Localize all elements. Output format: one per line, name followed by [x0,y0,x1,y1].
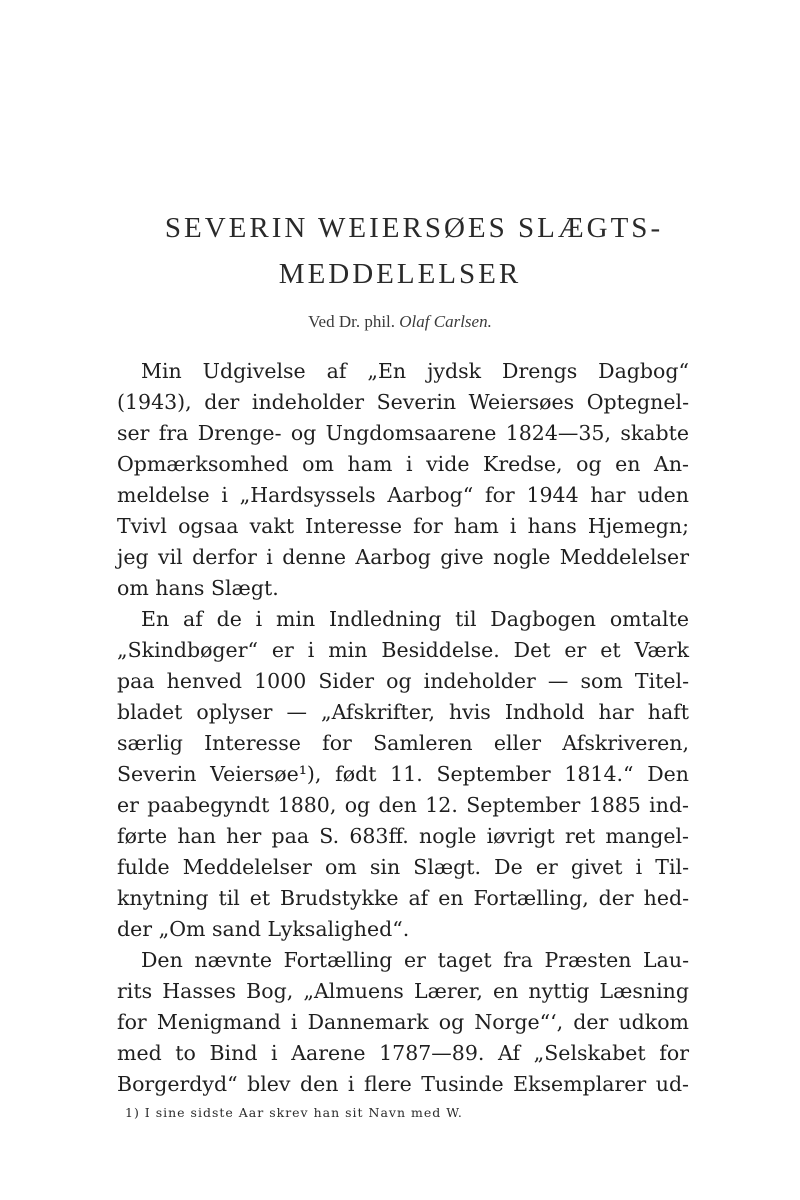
title-line-2: MEDDELELSER [278,258,522,290]
body-line: Min Udgivelse af „En jydsk Drengs Dagbog“ [141,359,689,383]
footnote: 1) I sine sidste Aar skrev han sit Navn med W. [125,1105,463,1120]
body-line: „Skindbøger“ er i min Besiddelse. Det er et Værk [117,638,689,662]
byline-author: Olaf Carlsen. [399,312,492,331]
body-line: Den nævnte Fortælling er taget fra Præsten Lau- [141,948,689,972]
body-line: med to Bind i Aarene 1787—89. Af „Selskabet for [117,1041,689,1065]
title-line-1: SEVERIN WEIERSØES SLÆGTS- [164,212,664,244]
body-line: særlig Interesse for Samleren eller Afskriveren, [117,731,689,755]
body-line: knytning til et Brudstykke af en Fortælling, der hed- [117,886,689,910]
body-line: ser fra Drenge- og Ungdomsaarene 1824—35, skabte [117,421,689,445]
body-line: En af de i min Indledning til Dagbogen omtalte [141,607,689,631]
body-line: er paabegyndt 1880, og den 12. September 1885 ind- [117,793,689,817]
body-line: Borgerdyd“ blev den i flere Tusinde Eksemplarer ud- [117,1072,689,1096]
article-title [0,205,800,297]
body-text [117,356,689,1100]
body-line: Severin Veiersøe¹), født 11. September 1814.“ Den [117,762,689,786]
body-line: fulde Meddelelser om sin Slægt. De er givet i Til- [117,855,689,879]
body-line: førte han her paa S. 683ff. nogle iøvrigt ret mangel- [117,824,689,848]
body-line: meldelse i „Hardsyssels Aarbog“ for 1944 har uden [117,483,689,507]
body-line: Tvivl ogsaa vakt Interesse for ham i hans Hjemegn; [117,514,689,538]
body-line: bladet oplyser — „Afskrifter, hvis Indhold har haft [117,700,689,724]
body-line: jeg vil derfor i denne Aarbog give nogle Meddelelser [117,545,689,569]
body-line: paa henved 1000 Sider og indeholder — som Titel- [117,669,689,693]
body-line: om hans Slægt. [117,576,279,600]
body-line: for Menigmand i Dannemark og Norge“‘, der udkom [117,1010,689,1034]
body-line: der „Om sand Lyksalighed“. [117,917,410,941]
byline-prefix: Ved Dr. phil. [308,312,400,331]
body-line: (1943), der indeholder Severin Weiersøes Optegnel- [117,390,689,414]
body-line: rits Hasses Bog, „Almuens Lærer, en nyttig Læsning [117,979,689,1003]
byline [0,312,800,332]
body-line: Opmærksomhed om ham i vide Kredse, og en An- [117,452,689,476]
